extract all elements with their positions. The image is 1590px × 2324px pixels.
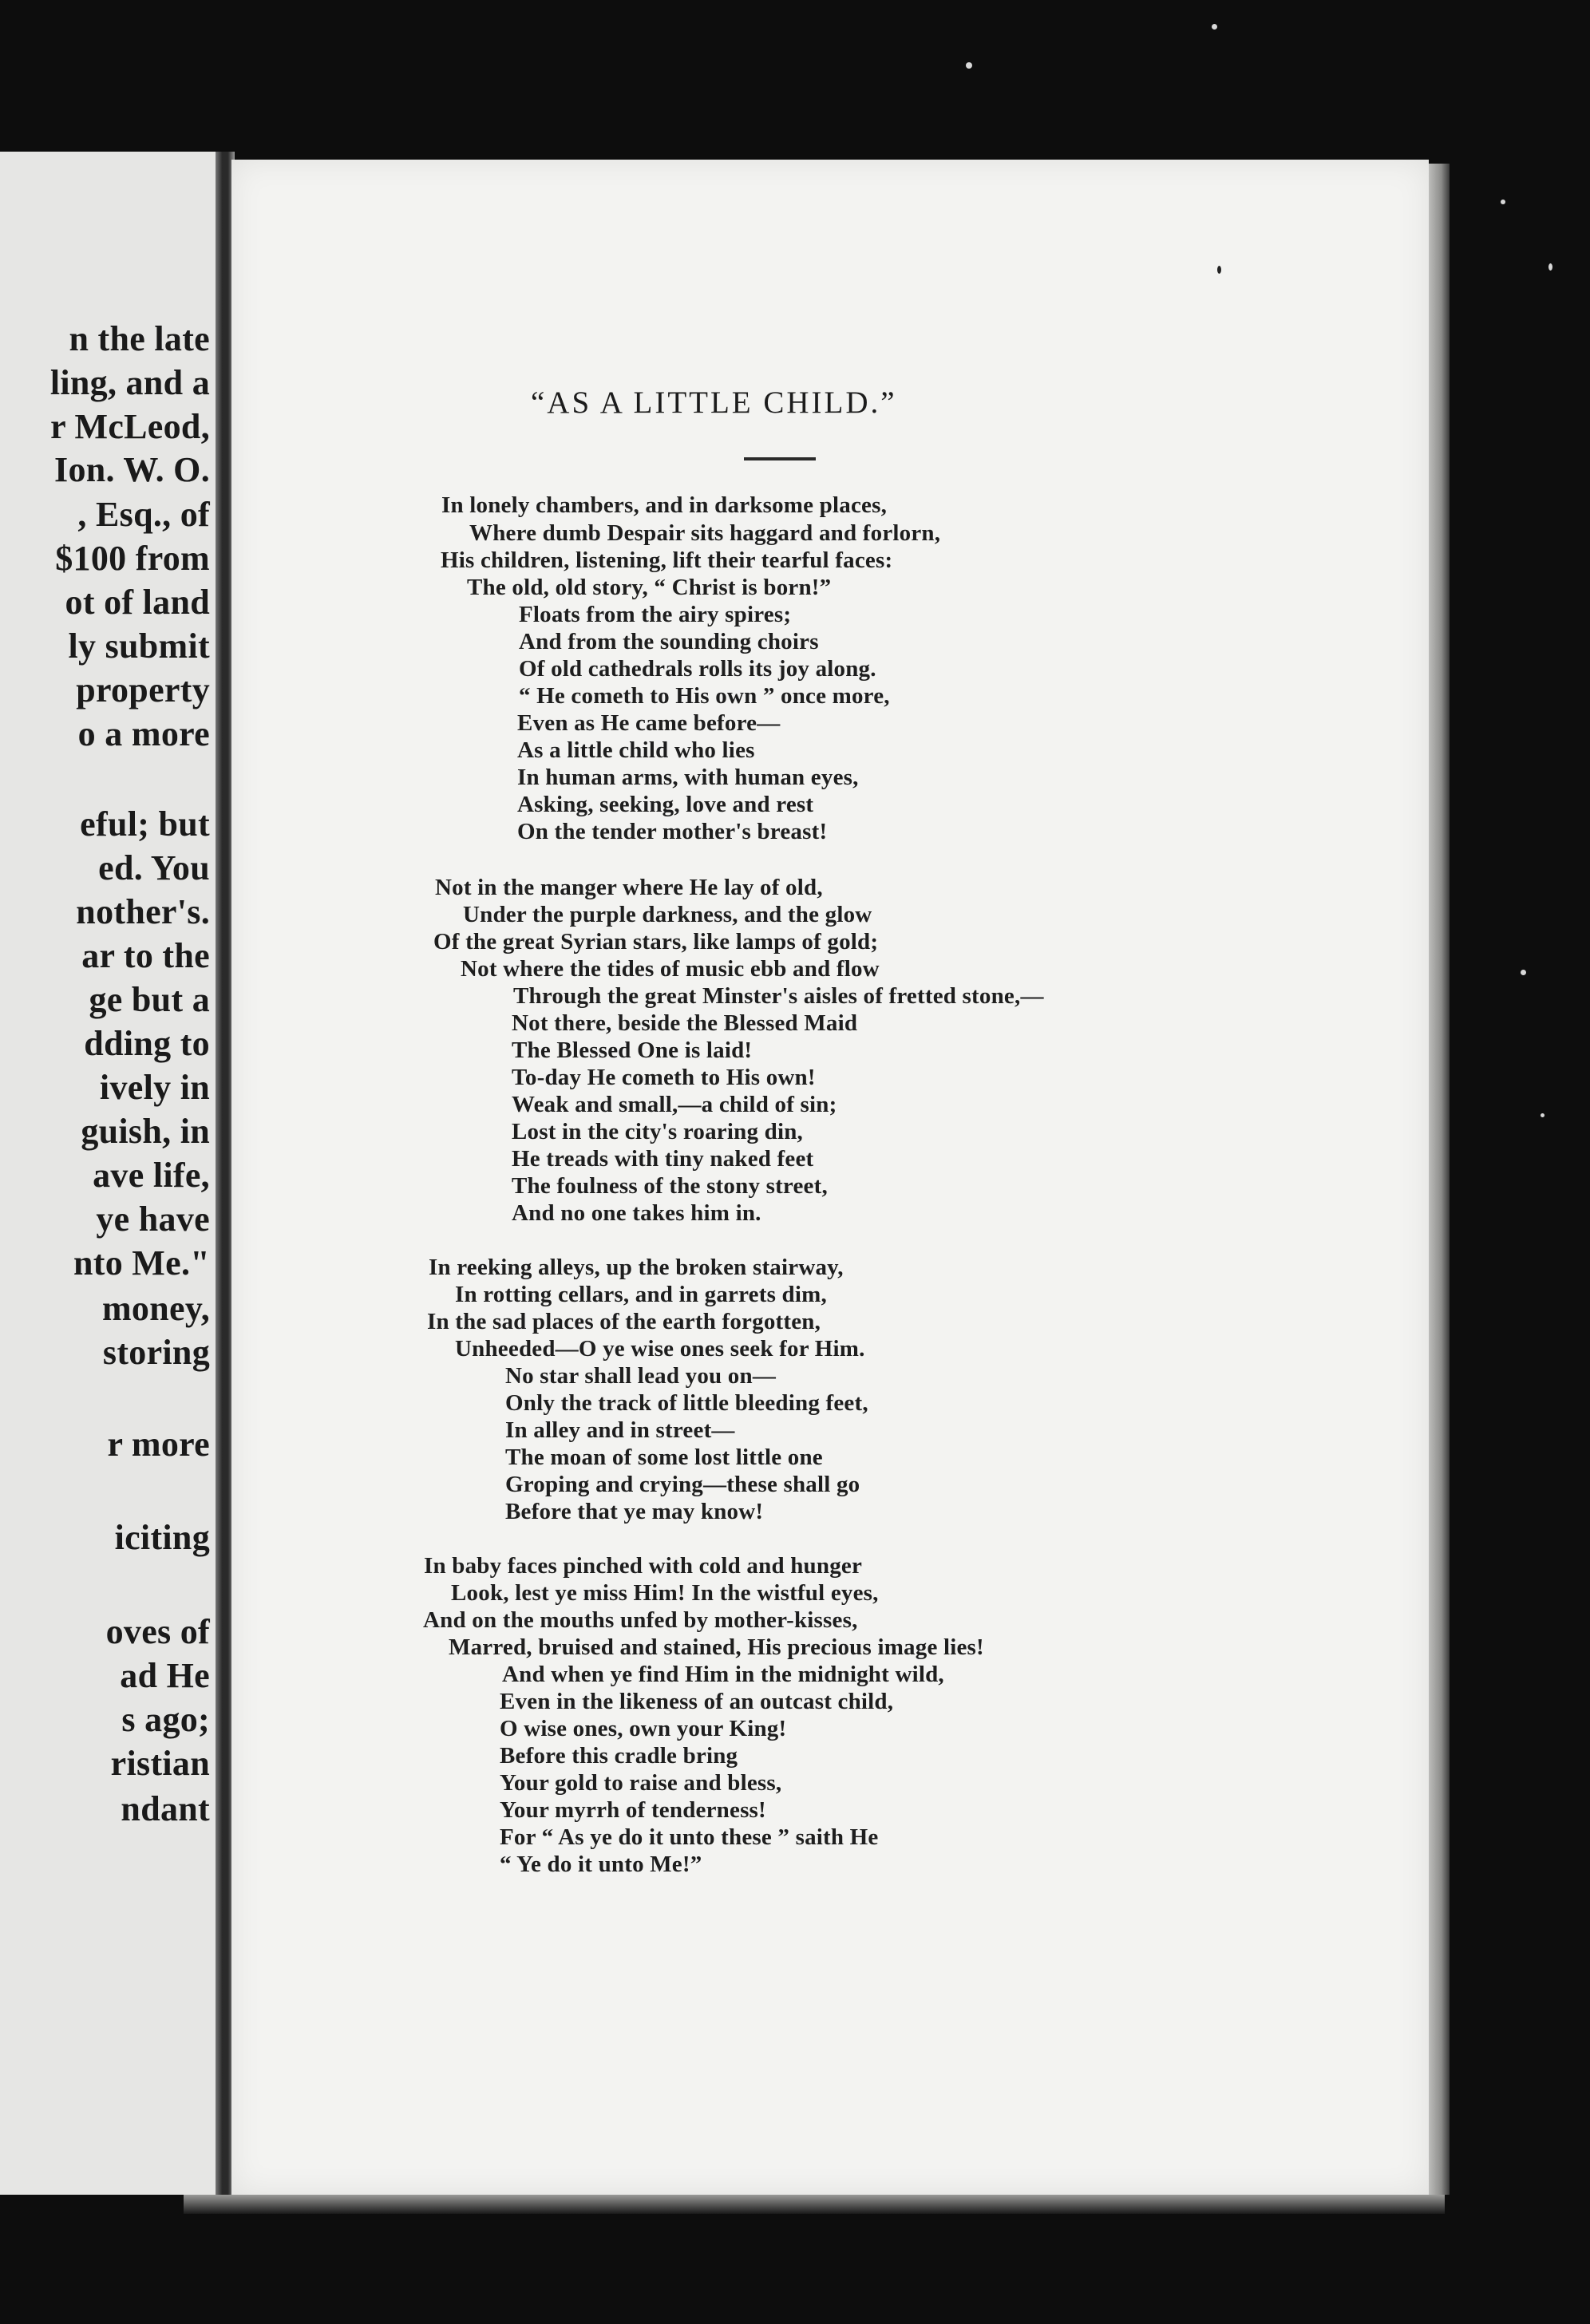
- poem-line: Before this cradle bring: [500, 1743, 738, 1769]
- poem-line: The Blessed One is laid!: [512, 1038, 753, 1063]
- poem-line: Not there, beside the Blessed Maid: [512, 1010, 858, 1036]
- poem-line: Even in the likeness of an outcast child,: [500, 1689, 894, 1714]
- left-text-fragment: storing: [102, 1333, 210, 1372]
- poem-line: Marred, bruised and stained, His precious image lies!: [449, 1634, 984, 1660]
- left-text-fragment: nto Me.": [73, 1243, 210, 1283]
- poem-line: For “ As ye do it unto these ” saith He: [500, 1824, 879, 1850]
- poem-line: Under the purple darkness, and the glow: [463, 902, 872, 927]
- poem-line: In reeking alleys, up the broken stairway,: [429, 1255, 844, 1280]
- poem-line: And when ye find Him in the midnight wild,: [502, 1662, 944, 1687]
- poem-line: “ Ye do it unto Me!”: [500, 1852, 702, 1877]
- poem-line: As a little child who lies: [517, 737, 755, 763]
- dust-speck: [1217, 266, 1221, 274]
- poem-line: In lonely chambers, and in darksome places,: [441, 492, 888, 518]
- poem-line: Your gold to raise and bless,: [500, 1770, 782, 1796]
- left-text-fragment: ave life,: [93, 1156, 210, 1195]
- left-text-fragment: ot of land: [65, 583, 210, 622]
- poem-line: Through the great Minster's aisles of fretted stone,—: [513, 983, 1044, 1009]
- poem-title: “AS A LITTLE CHILD.”: [531, 385, 897, 420]
- poem-line: In the sad places of the earth forgotten,: [427, 1309, 821, 1334]
- left-text-fragment: ively in: [99, 1068, 210, 1107]
- poem-line: In rotting cellars, and in garrets dim,: [455, 1282, 827, 1307]
- poem-line: Your myrrh of tenderness!: [500, 1797, 766, 1823]
- poem-line: Weak and small,—a child of sin;: [512, 1092, 837, 1117]
- dust-speck: [1501, 200, 1505, 204]
- left-text-fragment: s ago;: [121, 1700, 210, 1739]
- left-text-fragment: oves of: [105, 1612, 210, 1651]
- left-text-fragment: ndant: [121, 1789, 210, 1828]
- left-text-fragment: property: [76, 670, 210, 709]
- poem-line: In baby faces pinched with cold and hunger: [424, 1553, 863, 1579]
- poem-line: Even as He came before—: [517, 710, 781, 736]
- poem-line: Before that ye may know!: [505, 1499, 764, 1524]
- left-text-fragment: Ion. W. O.: [54, 450, 210, 489]
- page-edge: [1429, 164, 1450, 2195]
- poem-line: Groping and crying—these shall go: [505, 1472, 860, 1497]
- poem-line: No star shall lead you on—: [505, 1363, 777, 1389]
- dust-speck: [1212, 24, 1217, 30]
- dust-speck: [1541, 1113, 1545, 1117]
- poem-line: O wise ones, own your King!: [500, 1716, 787, 1741]
- poem-line: Not where the tides of music ebb and flow: [461, 956, 880, 982]
- left-text-fragment: ed. You: [98, 848, 210, 887]
- left-text-fragment: ge but a: [89, 980, 210, 1019]
- previous-page-fragment: [0, 152, 227, 2195]
- left-text-fragment: ar to the: [81, 936, 210, 975]
- poem-line: Look, lest ye miss Him! In the wistful eyes,: [451, 1580, 879, 1606]
- left-text-fragment: iciting: [114, 1518, 210, 1557]
- left-text-fragment: $100 from: [55, 539, 210, 578]
- left-text-fragment: n the late: [69, 319, 210, 358]
- left-text-fragment: ye have: [96, 1200, 210, 1239]
- poem-line: And from the sounding choirs: [519, 629, 819, 654]
- poem-line: And on the mouths unfed by mother-kisses,: [423, 1607, 858, 1633]
- poem-line: The foulness of the stony street,: [512, 1173, 828, 1199]
- poem-line: Only the track of little bleeding feet,: [505, 1390, 868, 1416]
- poem-line: “ He cometh to His own ” once more,: [519, 683, 890, 709]
- title-rule: [744, 457, 816, 460]
- poem-line: Lost in the city's roaring din,: [512, 1119, 803, 1144]
- poem-line: In alley and in street—: [505, 1417, 735, 1443]
- poem-line: Of the great Syrian stars, like lamps of gold;: [433, 929, 879, 955]
- left-text-fragment: ristian: [110, 1744, 210, 1783]
- left-text-fragment: r more: [107, 1425, 210, 1464]
- dust-speck: [1521, 970, 1526, 975]
- poem-line: On the tender mother's breast!: [517, 819, 828, 844]
- left-text-fragment: r McLeod,: [50, 407, 210, 446]
- poem-line: Not in the manger where He lay of old,: [435, 875, 823, 900]
- poem-line: And no one takes him in.: [512, 1200, 761, 1226]
- page-bottom-edge: [184, 2195, 1445, 2214]
- poem-line: The old, old story, “ Christ is born!”: [467, 575, 832, 600]
- left-text-fragment: ly submit: [68, 626, 210, 666]
- poem-line: His children, listening, lift their tearful faces:: [441, 547, 893, 573]
- poem-line: Asking, seeking, love and rest: [517, 792, 814, 817]
- poem-line: He treads with tiny naked feet: [512, 1146, 814, 1172]
- poem-line: Floats from the airy spires;: [519, 602, 792, 627]
- left-text-fragment: eful; but: [80, 804, 210, 844]
- poem-line: To-day He cometh to His own!: [512, 1065, 816, 1090]
- left-text-fragment: guish, in: [81, 1112, 210, 1151]
- left-text-fragment: , Esq., of: [77, 495, 210, 534]
- left-text-fragment: ling, and a: [49, 363, 210, 402]
- poem-line: In human arms, with human eyes,: [517, 765, 859, 790]
- poem-line: The moan of some lost little one: [505, 1445, 823, 1470]
- poem-line: Of old cathedrals rolls its joy along.: [519, 656, 876, 682]
- left-text-fragment: o a more: [77, 714, 210, 753]
- left-text-fragment: ad He: [120, 1656, 210, 1695]
- left-text-fragment: dding to: [84, 1024, 210, 1063]
- left-text-fragment: money,: [101, 1289, 210, 1328]
- left-text-fragment: nother's.: [76, 892, 210, 931]
- dust-speck: [1548, 263, 1552, 271]
- poem-line: Unheeded—O ye wise ones seek for Him.: [455, 1336, 865, 1362]
- poem-page: [231, 160, 1429, 2195]
- poem-line: Where dumb Despair sits haggard and forlorn,: [469, 520, 941, 546]
- dust-speck: [966, 62, 972, 69]
